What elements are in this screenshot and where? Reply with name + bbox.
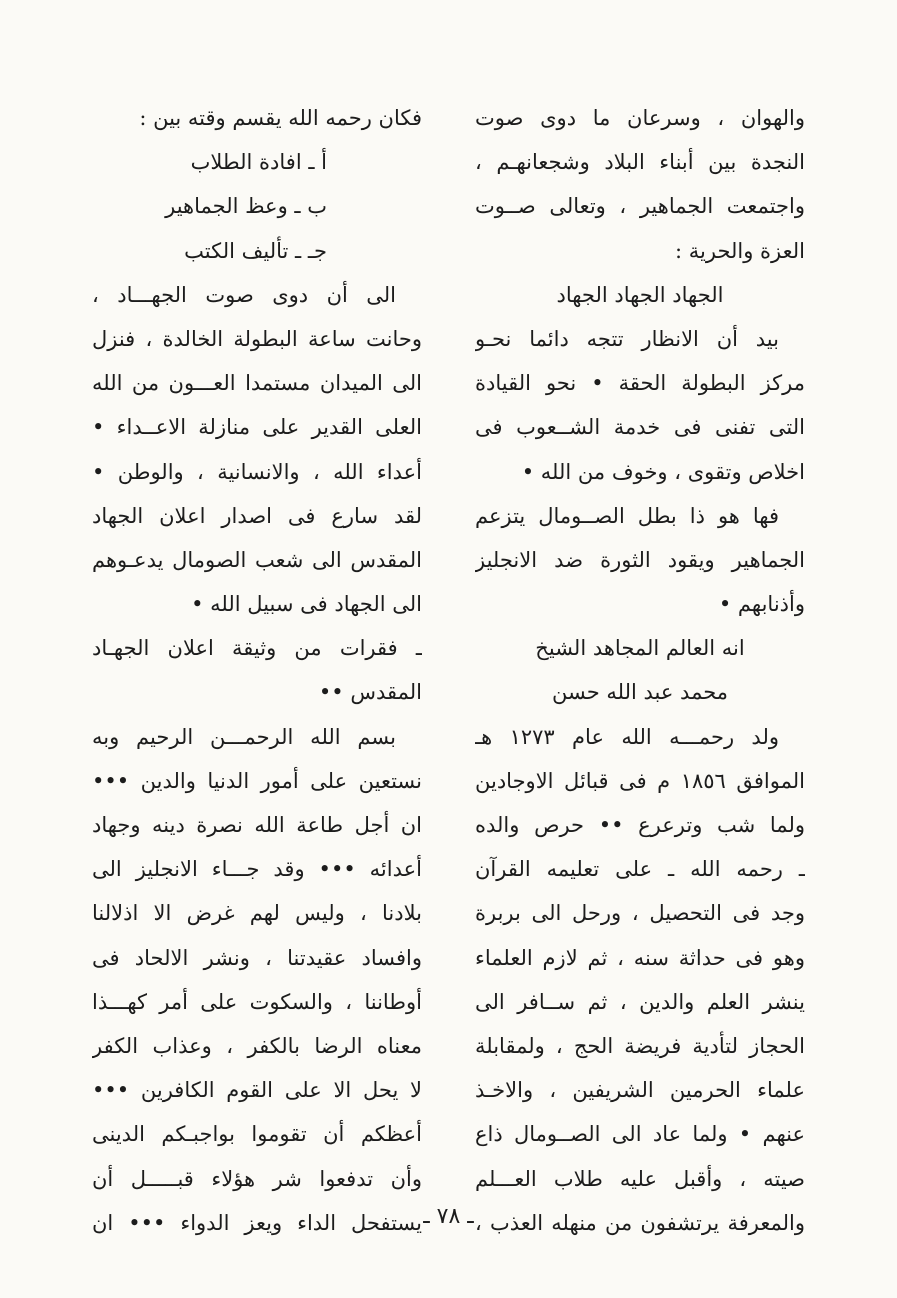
text-line: التى تفنى فى خدمة الشــعوب فى [475, 415, 805, 440]
text-line: مركز البطولة الحقة • نحو القيادة [475, 371, 805, 396]
text-line: ولما شب وترعرع •• حرص والده [475, 813, 805, 837]
text-line: ـ فقرات من وثيقة اعلان الجهـاد [92, 636, 422, 661]
right-column [475, 96, 805, 1245]
text-line: علماء الحرمين الشريفين ، والاخـذ [475, 1078, 805, 1103]
text-line: ـ رحمه الله ـ على تعليمه القرآن [475, 857, 805, 882]
text-line: الجماهير ويقود الثورة ضد الانجليز [475, 547, 805, 572]
text-line: وأن تدفعوا شر هؤلاء قبـــــل أن [92, 1166, 422, 1191]
text-line: وجد فى التحصيل ، ورحل الى بربرة [475, 901, 805, 926]
text-line: الحجاز لتأدية فريضة الحج ، ولمقابلة [475, 1033, 805, 1058]
text-line: معناه الرضا بالكفر ، وعذاب الكفر [92, 1033, 422, 1058]
text-line: محمد عبد الله حسن [551, 680, 729, 705]
text-line: الموافق ١٨٥٦ م فى قبائل الاوجادين [475, 768, 805, 793]
text-line: صيته ، وأقبل عليه طلاب العـــلم [475, 1166, 805, 1191]
text-line: لا يحل الا على القوم الكافرين ••• [92, 1078, 422, 1103]
text-line: ب ـ وعظ الجماهير [165, 194, 327, 219]
text-line: الى الميدان مستمدا العـــون من الله [92, 371, 422, 396]
text-line: المقدس •• [318, 680, 422, 705]
text-line: جـ ـ تأليف الكتب [184, 238, 327, 263]
text-line: وأذنابهم • [718, 592, 805, 617]
text-line: لقد سارع فى اصدار اعلان الجهاد [92, 503, 422, 528]
text-line: والهوان ، وسرعان ما دوى صوت [475, 106, 805, 130]
text-line: وحانت ساعة البطولة الخالدة ، فنزل [92, 326, 422, 351]
text-line: أوطاننا ، والسكوت على أمر كهـــذا [92, 989, 422, 1014]
text-line: اخلاص وتقوى ، وخوف من الله • [521, 459, 805, 484]
text-line: ولد رحمـــه الله عام ١٢٧٣ هـ [475, 724, 779, 749]
text-line: واجتمعت الجماهير ، وتعالى صــوت [475, 194, 805, 219]
text-line: بيد أن الانظار تتجه دائما نحـو [475, 326, 779, 351]
text-line: الى أن دوى صوت الجهـــاد ، [92, 282, 396, 307]
text-line: نستعين على أمور الدنيا والدين ••• [92, 768, 422, 793]
text-line: بسم الله الرحمـــن الرحيم وبه [92, 724, 396, 749]
text-line: والمعرفة يرتشفون من منهله العذب ، [475, 1210, 805, 1235]
text-line: فكان رحمه الله يقسم وقته بين : [139, 106, 422, 130]
text-line: وافساد عقيدتنا ، ونشر الالحاد فى [92, 945, 422, 970]
text-line: أعداء الله ، والانسانية ، والوطن • [92, 459, 422, 484]
text-line: وهو فى حداثة سنه ، ثم لازم العلماء [475, 945, 805, 970]
text-line: العزة والحرية : [675, 238, 805, 263]
text-line: أعدائه ••• وقد جـــاء الانجليز الى [92, 857, 422, 882]
text-line: أ ـ افادة الطلاب [190, 150, 327, 175]
text-line: العلى القدير على منازلة الاعــداء • [92, 415, 422, 440]
text-line: المقدس الى شعب الصومال يدعـوهم [92, 547, 422, 572]
text-line: النجدة بين أبناء البلاد وشجعانهـم ، [475, 150, 805, 175]
text-line: فها هو ذا بطل الصــومال يتزعم [475, 503, 779, 528]
text-line: الى الجهاد فى سبيل الله • [191, 592, 422, 617]
text-line: عنهم • ولما عاد الى الصــومال ذاع [475, 1122, 805, 1147]
text-line: ان أجل طاعة الله نصرة دينه وجهاد [92, 813, 422, 837]
page-number: ـ ٧٨ ـ [423, 1204, 474, 1229]
text-line: بلادنا ، وليس لهم غرض الا اذلالنا [92, 901, 422, 926]
text-line: انه العالم المجاهد الشيخ [535, 636, 745, 661]
text-line: الجهاد الجهاد الجهاد [556, 282, 724, 307]
left-column [92, 96, 422, 1245]
text-line: ينشر العلم والدين ، ثم ســافر الى [475, 989, 805, 1014]
text-line: يستفحل الداء ويعز الدواء ••• ان [92, 1210, 422, 1235]
text-line: أعظكم أن تقوموا بواجبـكم الدينى [92, 1122, 422, 1147]
